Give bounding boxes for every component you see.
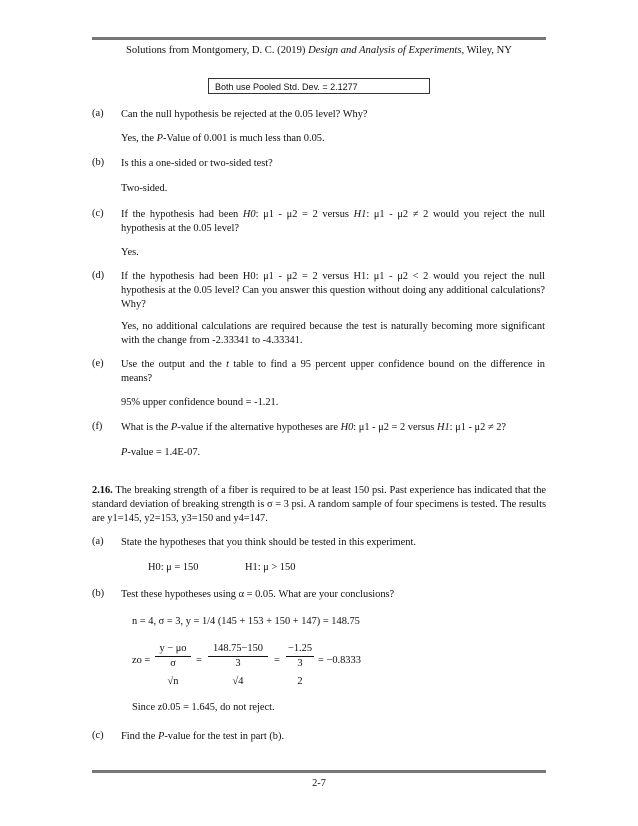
frac2-line [208, 656, 268, 657]
conclusion: Since z0.05 = 1.645, do not reject. [132, 702, 275, 713]
sub-c-question: Find the P-value for the test in part (b). [121, 731, 285, 742]
sub-b-question: Test these hypotheses using α = 0.05. What are your conclusions? [121, 589, 395, 600]
part-f-question: What is the P-value if the alternative hypotheses are H0: μ1 - μ2 = 2 versus H1: μ1 - μ2 ≠ 2? [121, 422, 507, 433]
output-box: Both use Pooled Std. Dev. = 2.1277 [208, 78, 430, 94]
part-a-answer: Yes, the P-Value of 0.001 is much less than 0.05. [121, 133, 325, 144]
eq-sign-2: = [274, 655, 280, 666]
frac3-line [286, 656, 314, 657]
part-e-question: Use the output and the t table to find a 95 percent upper confidence bound on the difference in means? [121, 359, 546, 384]
sub-c-label: (c) [92, 730, 104, 741]
part-a-question: Can the null hypothesis be rejected at the 0.05 level? Why? [121, 109, 368, 120]
sub-b-label: (b) [92, 588, 105, 599]
frac1-num: y − μo [159, 643, 187, 654]
frac3-den: 3 [297, 658, 303, 669]
part-b-question: Is this a one-sided or two-sided test? [121, 158, 273, 169]
part-e-answer: 95% upper confidence bound = -1.21. [121, 397, 279, 408]
part-b-label: (b) [92, 157, 105, 168]
problem-2-16: 2.16. The breaking strength of a fiber is required to be at least 150 psi. Past experience has indicated that the standard deviation of breaking strength is σ = 3 psi. A random sample of four specimens is tested. The results are y1=145, y2=153, y3=150 and y4=147. [92, 485, 546, 524]
frac3-num: −1.25 [287, 643, 313, 654]
frac3-den-two: 2 [297, 676, 303, 687]
part-c-answer: Yes. [121, 247, 139, 258]
z-lhs: zo = [132, 655, 151, 666]
frac1-den: σ [170, 658, 176, 669]
header-rule [92, 37, 546, 40]
part-f-label: (f) [92, 421, 103, 432]
page-number: 2-7 [312, 778, 326, 789]
part-d-label: (d) [92, 270, 105, 281]
part-f-answer: P-value = 1.4E-07. [121, 447, 201, 458]
footer-rule [92, 770, 546, 773]
null-hypothesis: H0: μ = 150 [148, 562, 199, 573]
eq-sign-1: = [196, 655, 202, 666]
running-header: Solutions from Montgomery, D. C. (2019) Design and Analysis of Experiments, Wiley, NY [126, 45, 512, 56]
sub-a-label: (a) [92, 536, 104, 547]
frac2-den: 3 [235, 658, 241, 669]
frac2-num: 148.75−150 [212, 643, 264, 654]
part-b-answer: Two-sided. [121, 183, 168, 194]
part-e-label: (e) [92, 358, 104, 369]
alt-hypothesis: H1: μ > 150 [245, 562, 296, 573]
part-a-label: (a) [92, 108, 104, 119]
frac1-line [155, 656, 191, 657]
frac1-den-sqrt: √n [167, 676, 179, 687]
part-c-question: If the hypothesis had been H0: μ1 - μ2 = 2 versus H1: μ1 - μ2 ≠ 2 would you reject the null hypothesis at the 0.05 level? [121, 209, 546, 234]
part-c-label: (c) [92, 208, 104, 219]
z-result: = −0.8333 [318, 655, 361, 666]
frac2-den-sqrt: √4 [232, 676, 244, 687]
sub-a-question: State the hypotheses that you think should be tested in this experiment. [121, 537, 416, 548]
part-d-question: If the hypothesis had been H0: μ1 - μ2 = 2 versus H1: μ1 - μ2 < 2 would you reject the null hypothesis at the 0.05 level? Can you answer this question without doing any additional calculations? Why? [121, 271, 545, 310]
part-d-answer: Yes, no additional calculations are required because the test is naturally becoming more significant with the change from -2.33341 to -4.33341. [121, 321, 545, 346]
given-values: n = 4, σ = 3, y = 1/4 (145 + 153 + 150 + 147) = 148.75 [132, 616, 360, 627]
